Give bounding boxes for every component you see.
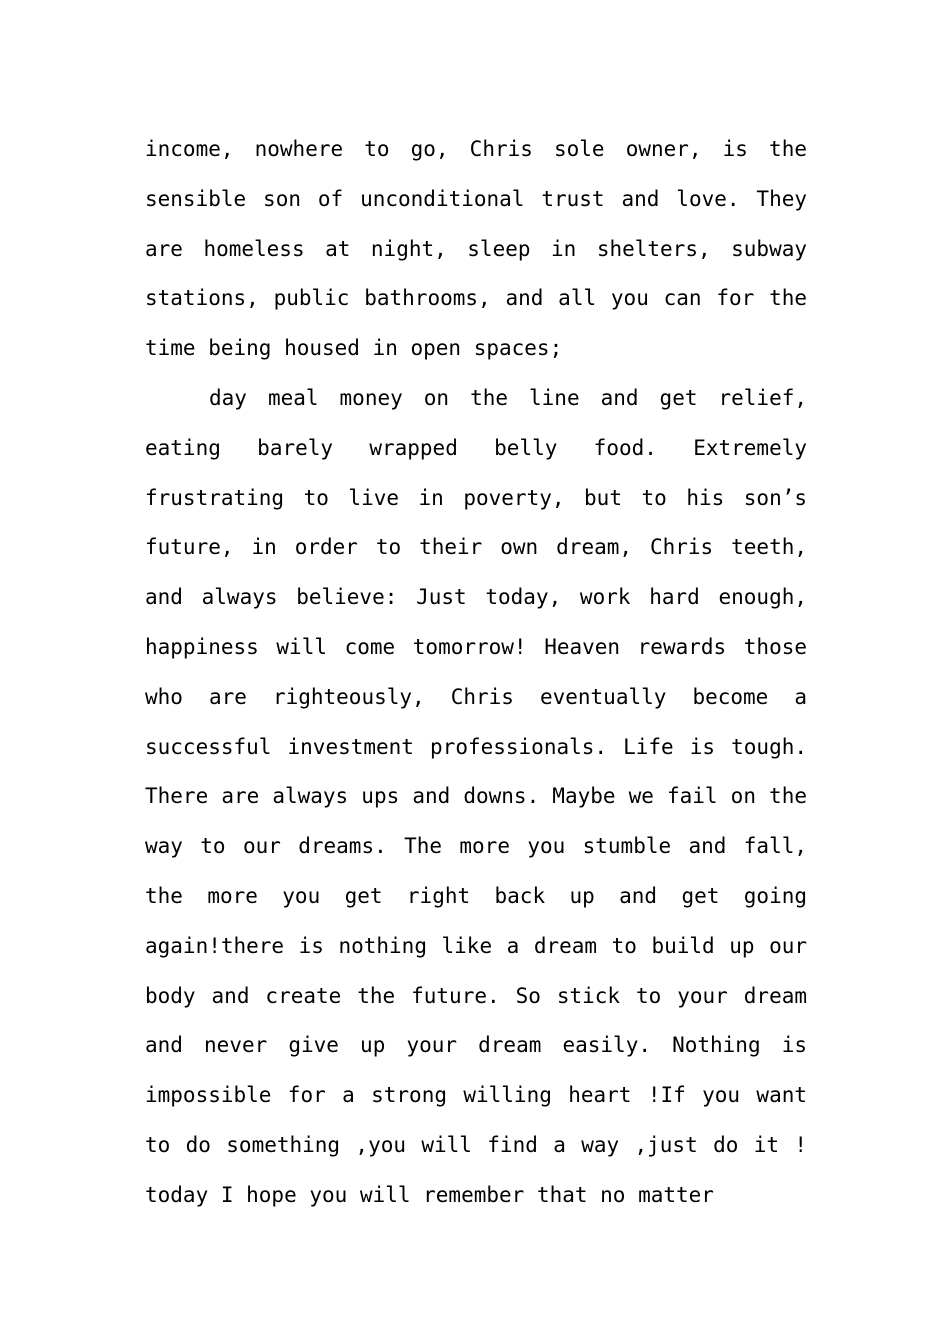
paragraph-2: day meal money on the line and get relief, eating barely wrapped belly food. Extremely frustrating to live in poverty, but to his son’s future, in order to their own dream, Chris teeth, and always believe: Just today, work hard enough, happiness will come tomorrow! Heaven rewards those who are righteously, Chris eventually become a successful investment professionals. Life is tough. There are always ups and downs. Maybe we fail on the way to our dreams. The more you stumble and fall, the more you get right back up and get going again!there is nothing like a dream to build up our body and create the future. So stick to your dream and never give up your dream easily. Nothing is impossible for a strong willing heart !If you want to do something ,you will find a way ,just do it ! today I hope you will remember that no matter (145, 385, 807, 1207)
body-text (145, 125, 807, 1221)
paragraph-1: income, nowhere to go, Chris sole owner, is the sensible son of unconditional trust and love. They are homeless at night, sleep in shelters, subway stations, public bathrooms, and all you can for the time being housed in open spaces; (145, 137, 807, 361)
